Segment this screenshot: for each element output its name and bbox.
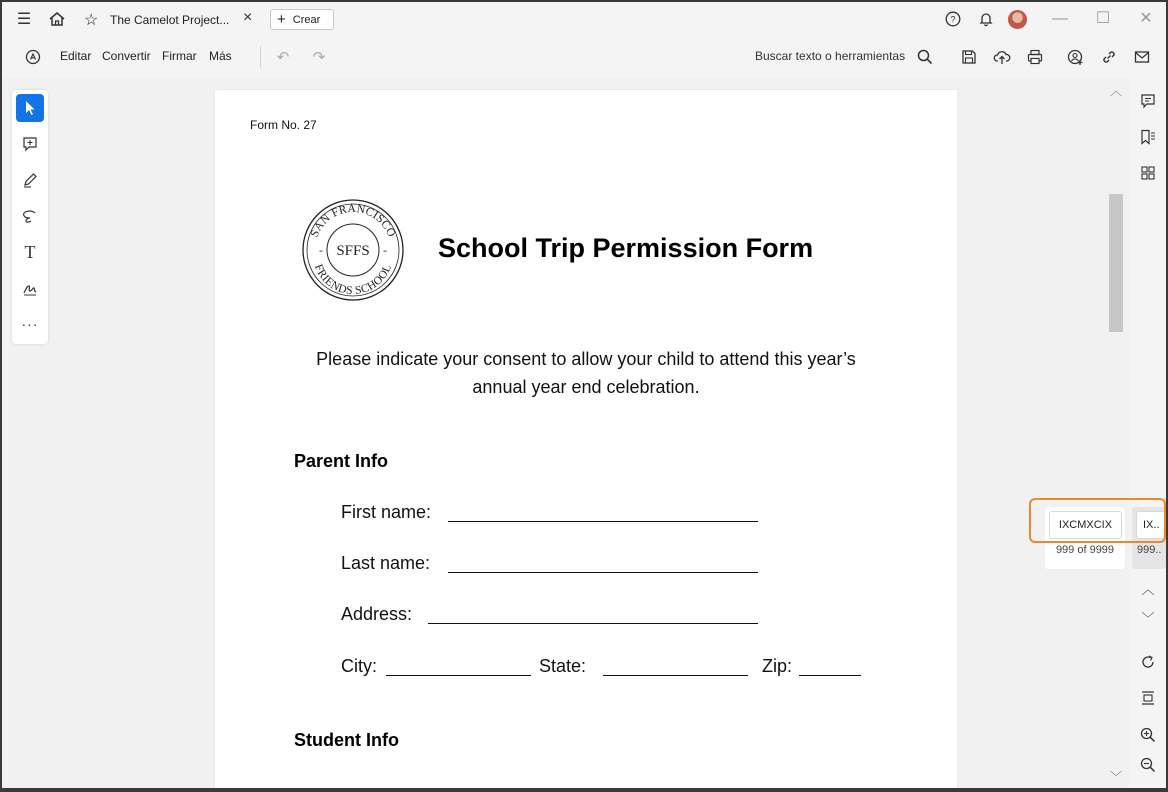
first-name-line[interactable] (448, 521, 758, 522)
share-user-icon[interactable] (1065, 46, 1087, 68)
right-side-panel (1129, 78, 1166, 790)
close-tab-icon[interactable]: × (243, 9, 253, 26)
svg-text:SFFS: SFFS (336, 243, 370, 259)
home-icon[interactable] (47, 9, 67, 29)
next-page-icon[interactable]: ﹀ (1141, 610, 1155, 626)
scroll-up-arrow-icon[interactable]: ︿ (1109, 84, 1122, 98)
city-line[interactable] (386, 675, 531, 676)
fit-page-icon[interactable] (1136, 686, 1160, 710)
main-toolbar (2, 36, 1166, 78)
page-thumbnails-icon[interactable] (1136, 161, 1160, 185)
save-icon[interactable] (958, 46, 980, 68)
last-name-label: Last name: (341, 553, 431, 573)
page-count-truncated: 999.. (1137, 544, 1162, 556)
highlight-pen-icon[interactable] (16, 166, 44, 194)
svg-text:-: - (383, 243, 387, 257)
star-icon[interactable]: ☆ (84, 12, 99, 29)
page-label[interactable]: IXCMXCIX (1049, 511, 1122, 539)
svg-text:FRIENDS SCHOOL: FRIENDS SCHOOL (311, 262, 395, 298)
menu-convertir[interactable]: Convertir (102, 49, 151, 63)
draw-freeform-icon[interactable] (16, 202, 44, 230)
link-icon[interactable] (1098, 46, 1120, 68)
menu-editar[interactable]: Editar (60, 49, 92, 63)
user-avatar[interactable] (1008, 10, 1027, 29)
zoom-in-icon[interactable] (1136, 723, 1160, 747)
last-name-line[interactable] (448, 572, 758, 573)
address-label: Address: (341, 604, 413, 624)
highlight-annotation-box (1029, 498, 1166, 543)
first-name-label: First name: (341, 502, 432, 522)
title-bar (2, 2, 1166, 36)
select-tool-icon[interactable] (16, 94, 44, 122)
bookmarks-icon[interactable] (1136, 125, 1160, 149)
svg-text:SAN FRANCISCO: SAN FRANCISCO (308, 202, 398, 240)
form-number: Form No. 27 (250, 118, 317, 132)
consent-intro (215, 345, 957, 401)
cloud-upload-icon[interactable] (991, 46, 1013, 68)
toolbar-divider (260, 46, 261, 68)
state-label: State: (539, 656, 587, 676)
redo-icon[interactable]: ↷ (312, 49, 326, 66)
undo-icon[interactable]: ↶ (276, 49, 290, 66)
city-label: City: (341, 656, 377, 676)
close-window-button[interactable]: ✕ (1139, 10, 1153, 27)
search-tools-label[interactable]: Buscar texto o herramientas (755, 49, 906, 63)
search-icon[interactable] (914, 46, 936, 68)
state-line[interactable] (603, 675, 748, 676)
add-comment-icon[interactable] (16, 130, 44, 158)
intro-line-2: annual year end celebration. (472, 377, 700, 397)
zip-label: Zip: (762, 656, 793, 676)
address-line[interactable] (428, 623, 758, 624)
menu-mas[interactable]: Más (209, 49, 232, 63)
student-info-heading: Student Info (294, 730, 399, 750)
zoom-out-icon[interactable] (1136, 753, 1160, 777)
parent-info-heading: Parent Info (294, 451, 389, 471)
menu-firmar[interactable]: Firmar (162, 49, 197, 63)
form-title: School Trip Permission Form (438, 233, 814, 263)
svg-text:?: ? (950, 14, 956, 25)
email-icon[interactable] (1131, 46, 1153, 68)
previous-page-icon[interactable]: ︿ (1141, 581, 1155, 597)
acrobat-menu-icon[interactable] (22, 46, 44, 68)
tool-rail (12, 90, 48, 344)
comments-icon[interactable] (1136, 89, 1160, 113)
vertical-scrollbar[interactable] (1107, 78, 1125, 790)
school-seal-logo (301, 198, 405, 302)
intro-line-1: Please indicate your consent to allow your child to attend this year’s (316, 349, 856, 369)
more-tools-icon[interactable]: ··· (21, 316, 39, 332)
document-tab[interactable] (78, 4, 264, 36)
create-label: Crear (292, 13, 321, 26)
hamburger-icon[interactable]: ☰ (16, 11, 32, 28)
create-button[interactable] (270, 9, 334, 30)
tab-title: The Camelot Project... (110, 13, 230, 27)
bell-icon[interactable] (976, 9, 996, 29)
rotate-icon[interactable] (1136, 650, 1160, 674)
text-tool-icon[interactable]: T (24, 241, 36, 262)
maximize-button[interactable]: ☐ (1095, 10, 1111, 27)
scrollbar-thumb[interactable] (1109, 194, 1123, 332)
svg-text:-: - (319, 243, 323, 257)
minimize-button[interactable]: — (1052, 10, 1068, 27)
pdf-page (215, 90, 957, 790)
sign-tool-icon[interactable] (16, 274, 44, 302)
scroll-down-arrow-icon[interactable]: ﹀ (1109, 770, 1122, 784)
page-count: 999 of 9999 (1055, 544, 1115, 556)
help-icon[interactable] (943, 9, 963, 29)
plus-icon: + (277, 11, 286, 28)
print-icon[interactable] (1024, 46, 1046, 68)
zip-line[interactable] (799, 675, 861, 676)
page-label-truncated[interactable]: IX.. (1136, 511, 1166, 539)
